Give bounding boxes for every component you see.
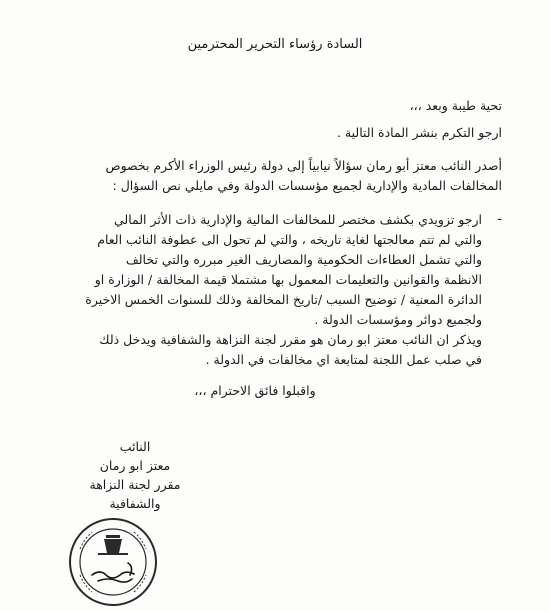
bullet-line: والتي تشمل العطاءات الحكومية والمصاريف الغير مبرره والتي تخالف bbox=[125, 252, 482, 267]
note-line: في صلب عمل اللجنة لمتابعة اي مخالفات في الدولة . bbox=[205, 352, 482, 367]
intro-line: المخالفات المادية والإدارية لجميع مؤسسات الدولة وفي مايلي نص السؤال : bbox=[112, 178, 502, 193]
signature-position: مقرر لجنة النزاهة والشفافية bbox=[89, 477, 181, 511]
note-line: ويذكر ان النائب معتز ابو رمان هو مقرر لجنة النزاهة والشفافية ويدخل ذلك bbox=[99, 332, 482, 347]
signature-role: النائب bbox=[119, 439, 151, 454]
request-line: ارجو التكرم بنشر المادة التالية . bbox=[336, 125, 502, 140]
bullet-line: الدائرة المعنية / توضيح السبب /تاريخ المخالفة وذلك للسنوات الخمس الاخيرة bbox=[85, 292, 482, 307]
bullet-line: والتي لم تتم معالجتها لغاية تاريخه ، والتي لم تحول الى عطوفة النائب العام bbox=[97, 232, 482, 247]
bullet-line: الانظمة والقوانين والتعليمات المعمول بها مشتملا قيمة المخالفة / الوزارة او bbox=[94, 272, 482, 287]
greeting: تحية طيبة وبعد ،،، bbox=[409, 98, 502, 113]
bullet-dash: - bbox=[497, 212, 502, 227]
letter-title: السادة رؤساء التحرير المحترمين bbox=[187, 37, 363, 52]
bullet-line: ارجو تزويدي بكشف مختصر للمخالفات المالية والإدارية ذات الأثر المالي bbox=[113, 212, 482, 227]
intro-line: أصدر النائب معتز أبو رمان سؤالاً نيابياً إلى دولة رئيس الوزراء الأكرم بخصوص bbox=[105, 158, 502, 173]
signature-name: معتز ابو رمان bbox=[99, 458, 171, 473]
closing-line: واقبلوا فائق الاحترام ،،، bbox=[194, 383, 316, 398]
signature-block bbox=[70, 437, 200, 513]
bullet-line: ولجميع دوائر ومؤسسات الدولة . bbox=[314, 312, 482, 327]
official-seal-stamp bbox=[68, 517, 158, 607]
